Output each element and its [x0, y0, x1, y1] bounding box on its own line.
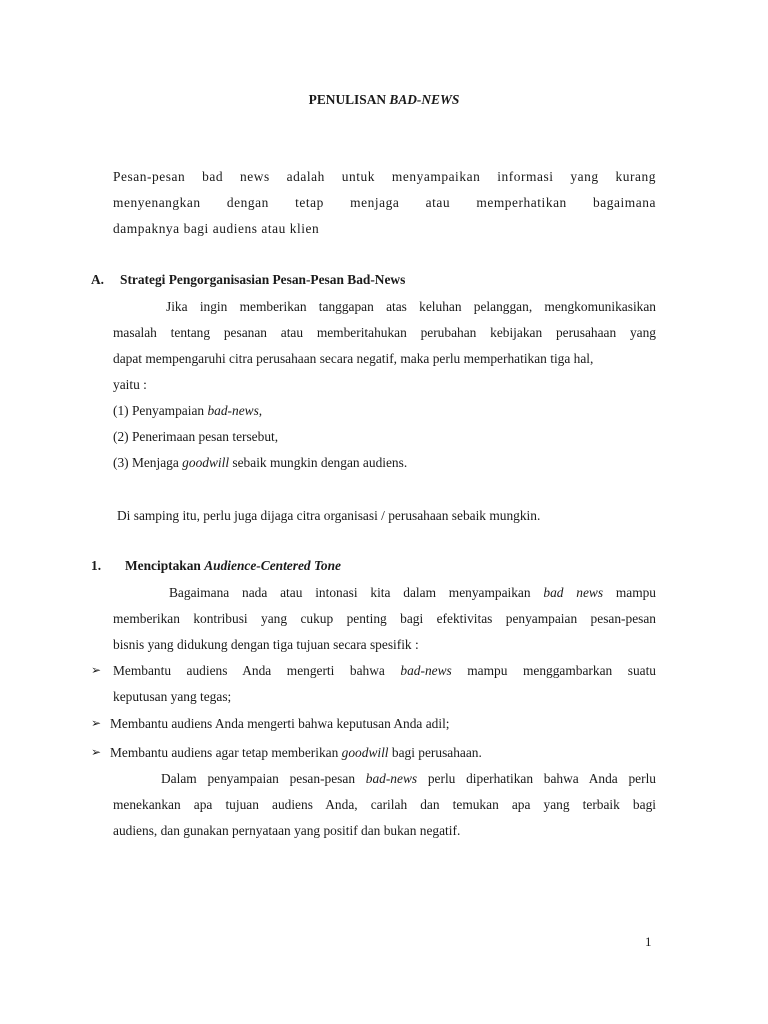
page-number: 1	[645, 934, 652, 949]
intro-line-3: dampaknya bagi audiens atau klien	[113, 221, 320, 236]
section-a-heading: Strategi Pengorganisasian Pesan-Pesan Bad-News	[120, 272, 406, 287]
item-3-suffix: sebaik mungkin dengan audiens.	[229, 455, 408, 470]
section-1-line-1-prefix: Bagaimana nada atau intonasi kita dalam menyampaikan	[169, 585, 544, 600]
bullet-1-line-2: keputusan yang tegas;	[113, 689, 232, 704]
final-line-1-suffix: perlu diperhatikan bahwa Anda perlu	[417, 771, 657, 786]
title-italic: BAD-NEWS	[389, 92, 460, 107]
bullet-arrow-icon: ➢	[91, 745, 102, 759]
section-1-line-2: memberikan kontribusi yang cukup penting bagi efektivitas penyampaian pesan-pesan	[113, 611, 656, 626]
section-a-marker: A.	[91, 272, 105, 287]
bullet-1-line-1	[113, 658, 656, 684]
item-1-suffix: ,	[258, 403, 263, 418]
bullet-1	[113, 658, 656, 710]
page-title	[0, 92, 768, 108]
section-1-line-3: bisnis yang didukung dengan tiga tujuan secara spesifik :	[113, 637, 419, 652]
section-a-line-1: Jika ingin memberikan tanggapan atas keluhan pelanggan, mengkomunikasikan	[166, 299, 656, 314]
bullet-3	[110, 745, 482, 761]
section-1-line-1-suffix: mampu	[603, 585, 657, 600]
item-3-prefix: (3) Menjaga	[113, 455, 183, 470]
bullet-1-italic: bad-news	[400, 663, 452, 678]
item-1-prefix: (1) Penyampaian	[113, 403, 208, 418]
bullet-1-prefix: Membantu audiens Anda mengerti bahwa	[113, 663, 401, 678]
bullet-3-prefix: Membantu audiens agar tetap memberikan	[110, 745, 342, 760]
section-a-line-2: masalah tentang pesanan atau memberitahukan perubahan kebijakan perusahaan yang	[113, 325, 656, 340]
item-1-italic: bad-news	[207, 403, 259, 418]
section-1-heading-italic: Audience-Centered Tone	[204, 558, 341, 573]
section-a-paragraph	[113, 294, 656, 476]
item-3-italic: goodwill	[182, 455, 230, 470]
section-a-item-1	[113, 398, 656, 424]
final-line-3: audiens, dan gunakan pernyataan yang positif dan bukan negatif.	[113, 823, 461, 838]
section-a-line-3: dapat mempengaruhi citra perusahaan secara negatif, maka perlu memperhatikan tiga hal,	[113, 351, 594, 366]
intro-paragraph	[113, 164, 656, 242]
final-paragraph	[113, 766, 656, 844]
bullet-3-suffix: bagi perusahaan.	[388, 745, 482, 760]
section-a-item-2: (2) Penerimaan pesan tersebut,	[113, 429, 279, 444]
section-1-paragraph	[113, 580, 656, 658]
bullet-3-italic: goodwill	[341, 745, 389, 760]
final-line-2: menekankan apa tujuan audiens Anda, carilah dan temukan apa yang terbaik bagi	[113, 797, 656, 812]
final-line-1-italic: bad-news	[365, 771, 418, 786]
intro-line-1: Pesan-pesan bad news adalah untuk menyampaikan informasi yang kurang	[113, 169, 656, 184]
title-prefix: PENULISAN	[308, 92, 390, 107]
section-a-item-3	[113, 450, 656, 476]
section-a-line-4: yaitu :	[113, 377, 147, 392]
bullet-arrow-icon: ➢	[91, 716, 102, 730]
section-1-heading-prefix: Menciptakan	[125, 558, 205, 573]
bullet-2: Membantu audiens Anda mengerti bahwa keputusan Anda adil;	[110, 716, 450, 731]
final-line-1	[113, 766, 656, 792]
intro-line-2: menyenangkan dengan tetap menjaga atau memperhatikan bagaimana	[113, 195, 656, 210]
bullet-1-suffix: mampu menggambarkan suatu	[451, 663, 657, 678]
section-1-line-1-italic: bad news	[543, 585, 604, 600]
final-line-1-prefix: Dalam penyampaian pesan-pesan	[161, 771, 366, 786]
section-a-closing: Di samping itu, perlu juga dijaga citra organisasi / perusahaan sebaik mungkin.	[117, 508, 541, 523]
section-1-line-1	[113, 580, 656, 606]
bullet-arrow-icon: ➢	[91, 663, 102, 677]
section-1-marker: 1.	[91, 558, 102, 573]
section-1-heading	[125, 558, 341, 574]
